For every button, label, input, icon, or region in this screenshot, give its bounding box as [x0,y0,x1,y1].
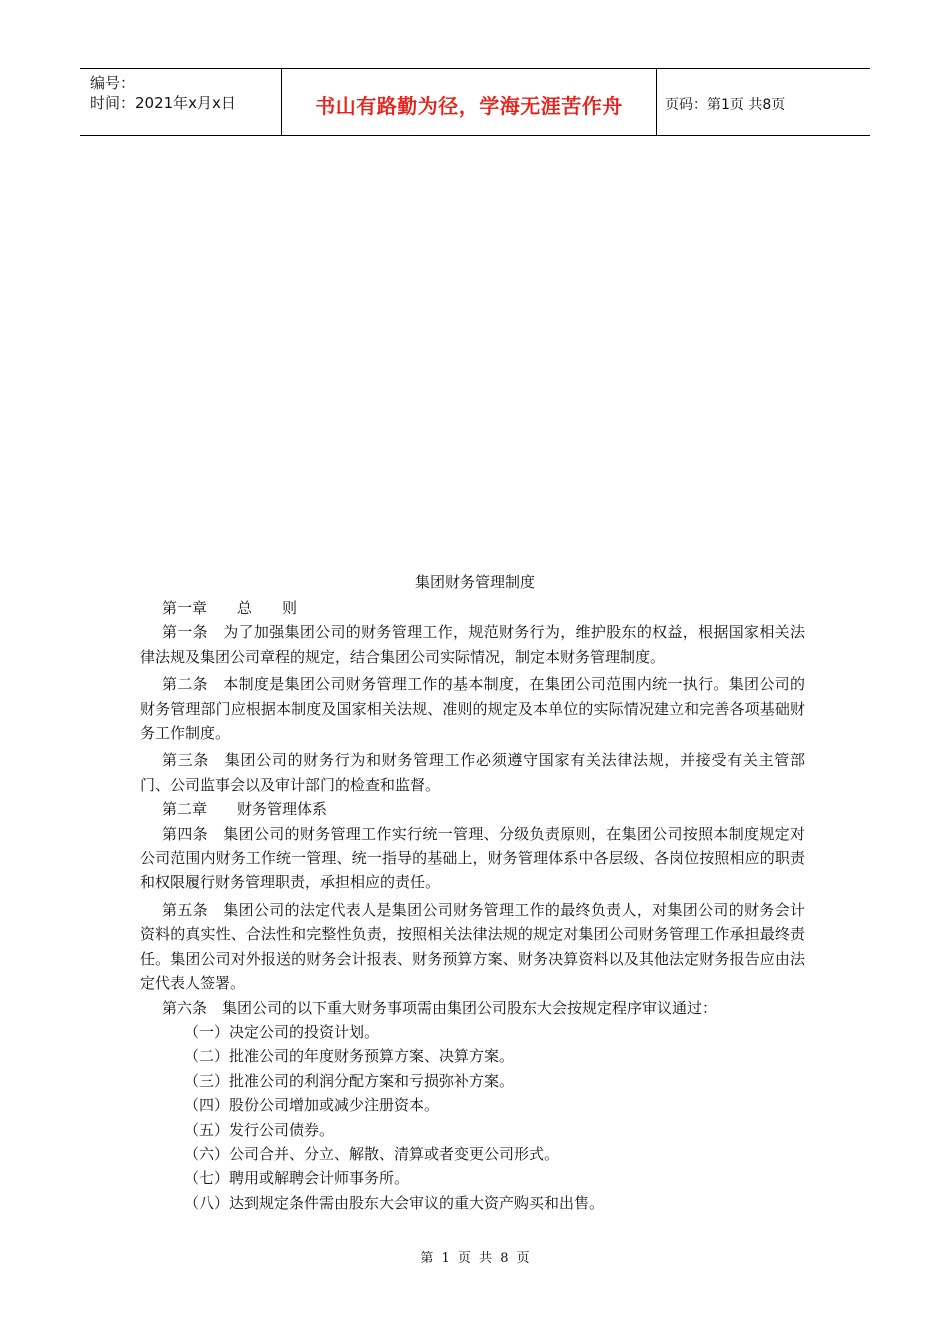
article-paragraph: 第二条 本制度是集团公司财务管理工作的基本制度，在集团公司范围内统一执行。集团公司的财务管理部门应根据本制度及国家相关法规、准则的规定及本单位的实际情况建立和完善各项基础财务工作制度。 [140,675,805,743]
page-code: 页码：第1页 共8页 [665,97,786,113]
list-item: （五）发行公司债券。 [184,1120,335,1139]
article-paragraph: 第六条 集团公司的以下重大财务事项需由集团公司股东大会按规定程序审议通过： [162,998,718,1017]
list-item: （四）股份公司增加或减少注册资本。 [184,1096,440,1115]
document-body [140,596,805,1215]
list-item: （八）达到规定条件需由股东大会审议的重大资产购买和出售。 [184,1193,605,1212]
time-label: 时间：2021年x月x日 [90,94,236,112]
page-footer: 第 1 页 共 8 页 [420,1251,530,1266]
header-info-cell [80,69,282,135]
number-label: 编号： [90,74,136,92]
document-title: 集团财务管理制度 [414,573,535,591]
list-item: （六）公司合并、分立、解散、清算或者变更公司形式。 [184,1144,560,1163]
list-item: （一）决定公司的投资计划。 [184,1022,380,1041]
article-paragraph: 第五条 集团公司的法定代表人是集团公司财务管理工作的最终负责人，对集团公司的财务会计资料的真实性、合法性和完整性负责，按照相关法律法规的规定对集团公司财务管理工作承担最终责任。集团公司对外报送的财务会计报表、财务预算方案、财务决算资料以及其他法定财务报告应由法定代表人签署。 [140,900,805,993]
article-paragraph: 第四条 集团公司的财务管理工作实行统一管理、分级负责原则，在集团公司按照本制度规定对公司范围内财务工作统一管理、统一指导的基础上，财务管理体系中各层级、各岗位按照相应的职责和权限履行财务管理职责，承担相应的责任。 [140,824,805,892]
chapter-heading: 第二章 财务管理体系 [162,800,328,819]
article-paragraph: 第三条 集团公司的财务行为和财务管理工作必须遵守国家有关法律法规，并接受有关主管部门、公司监事会以及审计部门的检查和监督。 [140,751,805,794]
list-item: （七）聘用或解聘会计师事务所。 [184,1169,410,1188]
list-item: （二）批准公司的年度财务预算方案、决算方案。 [184,1047,515,1066]
chapter-heading: 第一章 总 则 [162,599,298,617]
motto: 书山有路勤为径，学海无涯苦作舟 [282,69,657,135]
article-paragraph: 第一条 为了加强集团公司的财务管理工作，规范财务行为，维护股东的权益，根据国家相关法律法规及集团公司章程的规定，结合集团公司实际情况，制定本财务管理制度。 [140,623,805,666]
header-table [80,68,870,136]
list-item: （三）批准公司的利润分配方案和亏损弥补方案。 [184,1071,515,1090]
